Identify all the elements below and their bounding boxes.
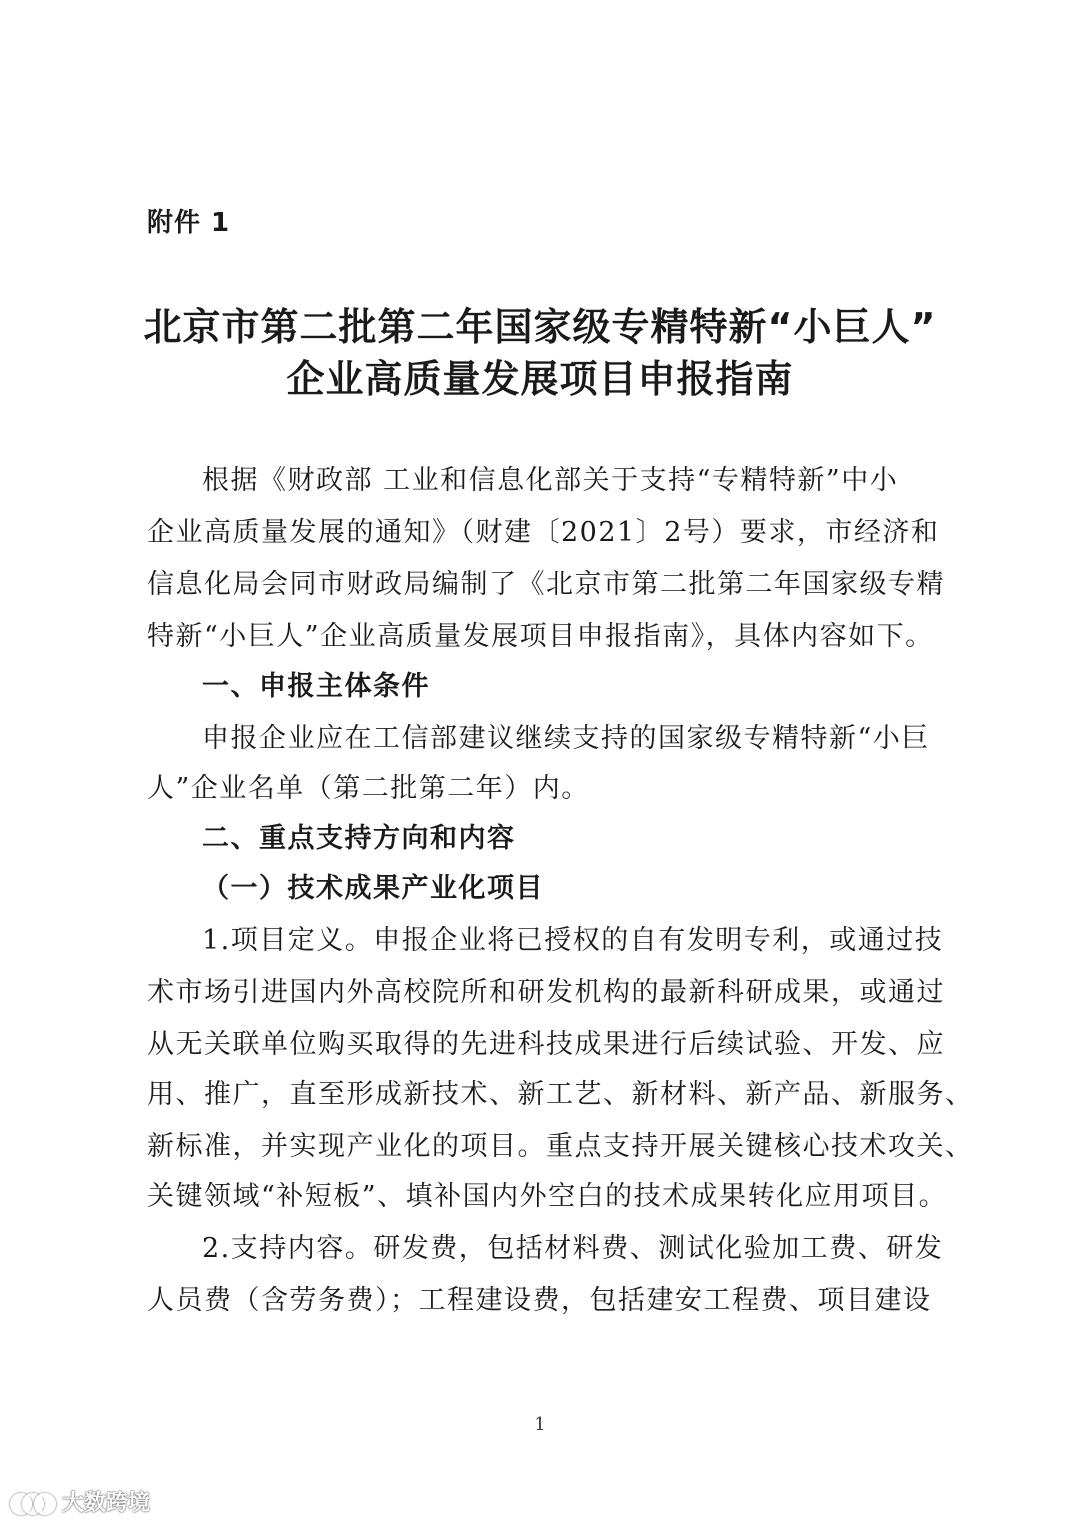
- intro-line-1: 根据《财政部 工业和信息化部关于支持“专精特新”中小: [202, 465, 899, 496]
- intro-line-4: 特新“小巨人”企业高质量发展项目申报指南》，具体内容如下。: [147, 621, 934, 652]
- section-1-line-2: 人”企业名单（第二批第二年）内。: [147, 773, 590, 804]
- watermark: [10, 1486, 150, 1517]
- watermark-text: 大数跨境: [62, 1491, 151, 1516]
- subsection-1-heading: （一）技术成果产业化项目: [202, 873, 544, 904]
- item-1-line-5: 新标准，并实现产业化的项目。重点支持开展关键核心技术攻关、: [147, 1131, 974, 1162]
- item-1-line-1: 1.项目定义。申报企业将已授权的自有发明专利，或通过技: [202, 925, 944, 956]
- item-1-line-4: 用、推广，直至形成新技术、新工艺、新材料、新产品、新服务、: [147, 1079, 974, 1110]
- watermark-logo-icon: [10, 1489, 56, 1515]
- item-2-line-2: 人员费（含劳务费）；工程建设费，包括建安工程费、项目建设: [147, 1285, 932, 1316]
- section-1-heading: 一、申报主体条件: [202, 671, 430, 702]
- item-1-line-2: 术市场引进国内外高校院所和研发机构的最新科研成果，或通过: [147, 977, 945, 1008]
- section-1-line-1: 申报企业应在工信部建议继续支持的国家级专精特新“小巨: [202, 723, 930, 754]
- section-2-heading: 二、重点支持方向和内容: [202, 823, 516, 854]
- item-1-line-3: 从无关联单位购买取得的先进科技成果进行后续试验、开发、应: [147, 1029, 945, 1060]
- item-1-line-6: 关键领域“补短板”、填补国内外空白的技术成果转化应用项目。: [147, 1181, 948, 1212]
- document-title-line-2: 企业高质量发展项目申报指南: [286, 357, 794, 401]
- intro-line-2: 企业高质量发展的通知》（财建〔2021〕2号）要求，市经济和: [147, 517, 940, 548]
- item-2-line-1: 2.支持内容。研发费，包括材料费、测试化验加工费、研发: [202, 1233, 944, 1264]
- document-title-line-1: 北京市第二批第二年国家级专精特新“小巨人”: [143, 305, 937, 349]
- intro-line-3: 信息化局会同市财政局编制了《北京市第二批第二年国家级专精: [147, 569, 945, 600]
- page-number: 1: [534, 1414, 546, 1435]
- attachment-label: 附件 1: [147, 208, 231, 238]
